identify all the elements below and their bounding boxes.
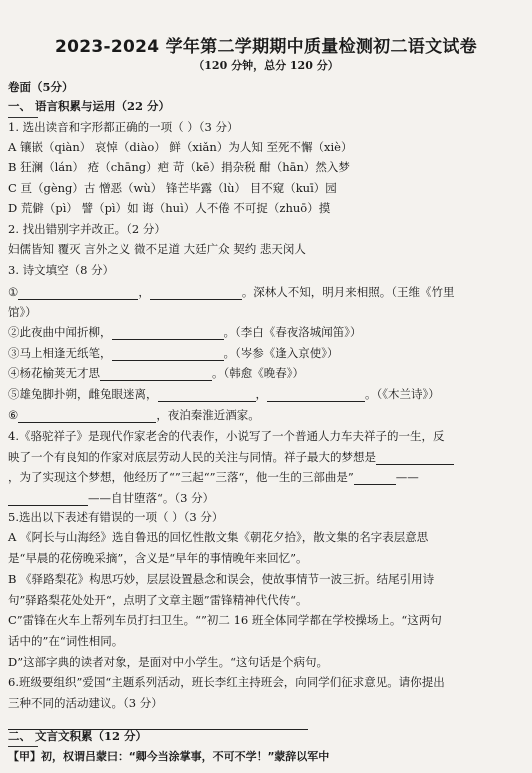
section1-rule xyxy=(8,117,38,118)
q1-option-a: A 镶嵌（qiàn） 哀悼（diào） 鲜（xiǎn）为人知 至死不懈（xiè） xyxy=(8,140,353,154)
q4-blank-trilogy-b[interactable] xyxy=(8,493,88,506)
q3-line-1-text: 。深林人不知，明月来相照。（王维《竹里 xyxy=(241,285,455,299)
q6-line-1: 6.班级要组织”爱国“主题系列活动，班长李红主持班会，向同学们征求意见。请你提出 xyxy=(8,675,445,689)
q3-blank-2[interactable] xyxy=(112,327,224,340)
q1-stem: 1. 选出读音和字形都正确的一项（ ）（3 分） xyxy=(8,120,239,134)
q2-words: 妇儒皆知 覆灭 言外之义 微不足道 大廷广众 契约 悲天闵人 xyxy=(8,242,306,256)
q5-line-d: D”这部字典的读者对象，是面对中小学生。“这句话是个病句。 xyxy=(8,655,328,669)
q6-line-2: 三种不同的活动建议。（3 分） xyxy=(8,696,163,710)
q3-line-2: ②此夜曲中闻折柳， 。（李白《春夜洛城闻笛》） xyxy=(8,325,362,339)
q1-option-d: D 荒僻（pì） 譬（pì）如 诲（huì）人不倦 不可捉（zhuō）摸 xyxy=(8,201,331,215)
q4-blank-dream[interactable] xyxy=(376,452,454,465)
q3-blank-5a[interactable] xyxy=(158,389,256,402)
q3-blank-1a[interactable] xyxy=(18,287,138,300)
q5-line-b2: 句”驿路梨花处处开“，点明了文章主题”雷锋精神代代传“。 xyxy=(8,593,308,607)
section2-passage: 【甲】初，权谓吕蒙曰：“卿今当涂掌事，不可不学！”蒙辞以军中 xyxy=(8,750,330,763)
paper-score: 卷面（5分） xyxy=(8,80,74,94)
q5-line-b1: B 《驿路梨花》构思巧妙，层层设置悬念和误会，使故事情节一波三折。结尾引用诗 xyxy=(8,572,435,586)
q5-line-c1: C”雷锋在火车上帮列车员打扫卫生。“”初二 16 班全体同学都在学校操场上。“这两句 xyxy=(8,613,442,627)
q5-line-c2: 话中的”在“词性相同。 xyxy=(8,634,124,648)
q1-option-c: C 亘（gèng）古 憎恶（wù） 锋芒毕露（lù） 目不窥（kuī）园 xyxy=(8,181,337,195)
q5-line-a2: 是“早晨的花傍晚采摘”，含义是“早年的事情晚年来回忆”。 xyxy=(8,551,308,565)
q3-line-1-cont: 馆》） xyxy=(8,305,37,319)
q3-line-3: ③马上相逢无纸笔， 。（岑参《逢入京使》） xyxy=(8,346,339,360)
q5-line-a1: A 《阿长与山海经》选自鲁迅的回忆性散文集《朝花夕拾》，散文集的名字表层意思 xyxy=(8,530,429,544)
q3-line-5: ⑤雄兔脚扑朔，雌兔眼迷离， ， 。（《木兰诗》） xyxy=(8,387,440,401)
q4-line-1: 4.《骆驼祥子》是现代作家老舍的代表作，小说写了一个普通人力车夫祥子的一生，反 xyxy=(8,429,445,443)
exam-subtitle: （120 分钟，总分 120 分） xyxy=(193,59,339,72)
q4-line-4: ——自甘堕落“。（3 分） xyxy=(8,490,524,506)
q4-line-3: ，为了实现这个梦想，他经历了“”三起“”三落“，他一生的三部曲是” —— xyxy=(8,470,419,484)
section1-heading: 一、 语言积累与运用（22 分） xyxy=(8,99,171,113)
section2-rule xyxy=(8,746,38,747)
q3-blank-1b[interactable] xyxy=(150,287,242,300)
q3-mark-1: ① xyxy=(8,285,19,299)
q3-stem: 3. 诗文填空（8 分） xyxy=(8,263,115,277)
q3-blank-6[interactable] xyxy=(18,410,156,423)
q5-stem: 5.选出以下表述有错误的一项（ ）（3 分） xyxy=(8,510,224,524)
q4-line-2: 映了一个有良知的作家对底层劳动人民的关注与同情。祥子最大的梦想是 xyxy=(8,449,524,465)
q3-line-1: ① ， 。深林人不知，明月来相照。（王维《竹里 xyxy=(8,285,455,299)
q3-blank-5b[interactable] xyxy=(267,389,365,402)
q3-blank-4[interactable] xyxy=(100,368,212,381)
exam-title: 2023-2024 学年第二学期期中质量检测初二语文试卷 xyxy=(54,37,477,57)
q2-stem: 2. 找出错别字并改正。（2 分） xyxy=(8,222,166,236)
q3-blank-3[interactable] xyxy=(112,348,224,361)
section2-heading: 二、 文言文积累（12 分） xyxy=(8,729,148,743)
q4-blank-trilogy-a[interactable] xyxy=(354,472,396,485)
q1-option-b: B 狂澜（lán） 疮（chāng）疤 苛（kē）捐杂税 酣（hān）然入梦 xyxy=(8,160,350,174)
q3-line-6: ⑥ ，夜泊秦淮近酒家。 xyxy=(8,408,260,422)
q3-line-4: ④杨花榆荚无才思 。（韩愈《晚春》） xyxy=(8,366,304,380)
